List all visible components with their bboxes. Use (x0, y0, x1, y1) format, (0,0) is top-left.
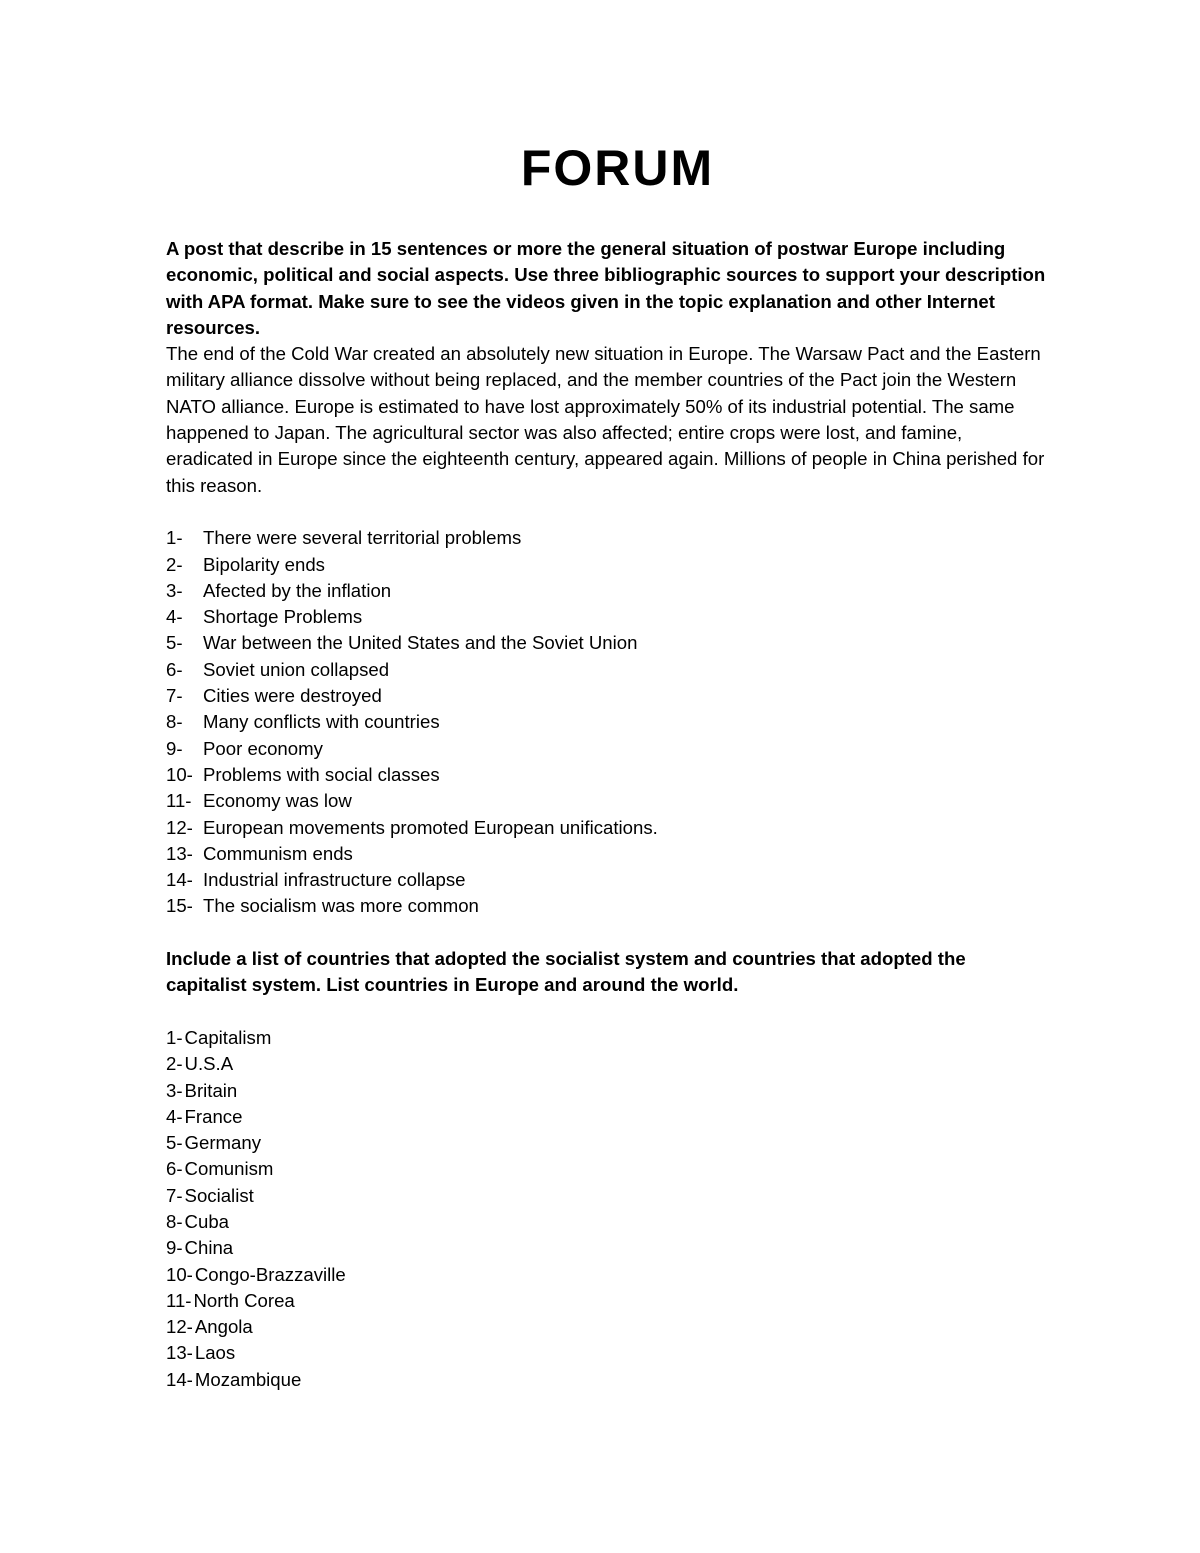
list-item (166, 525, 1046, 551)
list-item (166, 815, 1046, 841)
list-item-text: Communism ends (203, 842, 353, 864)
list-item-text: Germany (184, 1132, 262, 1154)
list-item-number: 9- (166, 1237, 183, 1259)
list-item-text: Cuba (184, 1210, 229, 1232)
list-item-number: 11- (166, 790, 192, 812)
list-item-text: U.S.A (184, 1053, 234, 1075)
list-item-number: 1- (166, 527, 183, 549)
list-item-number: 2- (166, 553, 183, 575)
list-item-text: Congo-Brazzaville (194, 1263, 346, 1285)
list-item (166, 867, 1046, 893)
body-paragraph: The end of the Cold War created an absolutely new situation in Europe. The Warsaw Pact and the Eastern military alliance dissolve without being replaced, and the member countries of the Pact join the Western NATO alliance. Europe is estimated to have lost approximately 50% of its industrial potential. The same happened to Japan. The agricultural sector was also affected; entire crops were lost, and famine, eradicated in Europe since the eighteenth century, appeared again. Millions of people in China perished for this reason. (166, 343, 1045, 496)
list-item-text: Comunism (184, 1158, 274, 1180)
postwar-situation-list (166, 525, 1046, 919)
list-item (166, 841, 1046, 867)
list-item (166, 630, 1046, 656)
list-item (166, 893, 1046, 919)
list-item-text: Mozambique (194, 1368, 302, 1390)
list-item-text: Bipolarity ends (203, 553, 325, 575)
list-item-text: Socialist (184, 1184, 254, 1206)
list-item (166, 1130, 1046, 1156)
list-item (166, 788, 1046, 814)
list-item-number: 9- (166, 737, 183, 759)
list-item-text: Britain (184, 1079, 238, 1101)
spacer (166, 499, 1046, 525)
list-item-text: Economy was low (203, 790, 352, 812)
list-item-number: 13- (166, 842, 193, 864)
list-item-text: Laos (194, 1342, 236, 1364)
list-item-text: Angola (194, 1316, 253, 1338)
list-item (166, 1051, 1046, 1077)
list-item-number: 14- (166, 1368, 193, 1390)
list-item-text: China (184, 1237, 234, 1259)
list-item-text: Soviet union collapsed (203, 658, 390, 680)
document-body (166, 236, 1046, 1393)
list-item (166, 1156, 1046, 1182)
list-item-number: 4- (166, 606, 183, 628)
list-item-text: Industrial infrastructure collapse (203, 869, 466, 891)
list-item (166, 1183, 1046, 1209)
list-item-text: France (184, 1105, 243, 1127)
list-item-number: 8- (166, 1210, 183, 1232)
list-item-number: 5- (166, 632, 183, 654)
list-item (166, 604, 1046, 630)
list-item-text: European movements promoted European unifications. (203, 816, 658, 838)
spacer (166, 920, 1046, 946)
prompt-2: Include a list of countries that adopted the socialist system and countries that adopted the capitalist system. List countries in Europe and around the world. (166, 948, 966, 996)
list-item-number: 10- (166, 1263, 193, 1285)
list-item-number: 3- (166, 579, 183, 601)
list-item-number: 6- (166, 1158, 183, 1180)
list-item (166, 1314, 1046, 1340)
list-item-text: Poor economy (203, 737, 323, 759)
list-item-number: 7- (166, 1184, 183, 1206)
list-item-text: Problems with social classes (203, 763, 440, 785)
list-item (166, 1209, 1046, 1235)
list-item-text: Cities were destroyed (203, 685, 382, 707)
list-item-text: Capitalism (184, 1026, 272, 1048)
list-item-number: 1- (166, 1026, 183, 1048)
list-item-number: 15- (166, 895, 193, 917)
list-item-text: North Corea (193, 1289, 295, 1311)
list-item-text: War between the United States and the Soviet Union (203, 632, 638, 654)
list-item-number: 14- (166, 869, 193, 891)
list-item-text: Many conflicts with countries (203, 711, 440, 733)
list-item-text: Afected by the inflation (203, 579, 392, 601)
list-item-text: Shortage Problems (203, 606, 363, 628)
list-item (166, 1235, 1046, 1261)
list-item-number: 6- (166, 658, 183, 680)
list-item-number: 7- (166, 685, 183, 707)
list-item-number: 4- (166, 1105, 183, 1127)
document-title: FORUM (520, 140, 715, 196)
list-item-number: 8- (166, 711, 183, 733)
list-item (166, 1104, 1046, 1130)
list-item (166, 1340, 1046, 1366)
countries-list (166, 1025, 1046, 1393)
list-item-number: 2- (166, 1053, 183, 1075)
list-item (166, 762, 1046, 788)
list-item (166, 709, 1046, 735)
list-item-number: 13- (166, 1342, 193, 1364)
list-item (166, 578, 1046, 604)
list-item (166, 657, 1046, 683)
list-item (166, 552, 1046, 578)
list-item (166, 1078, 1046, 1104)
list-item-number: 3- (166, 1079, 183, 1101)
list-item-number: 5- (166, 1132, 183, 1154)
list-item (166, 736, 1046, 762)
list-item (166, 683, 1046, 709)
list-item (166, 1288, 1046, 1314)
list-item (166, 1262, 1046, 1288)
spacer (166, 999, 1046, 1025)
list-item-number: 10- (166, 763, 193, 785)
list-item-number: 11- (166, 1289, 192, 1311)
list-item (166, 1367, 1046, 1393)
list-item-number: 12- (166, 1316, 193, 1338)
list-item-number: 12- (166, 816, 193, 838)
list-item-text: There were several territorial problems (203, 527, 522, 549)
list-item-text: The socialism was more common (203, 895, 479, 917)
list-item (166, 1025, 1046, 1051)
prompt-1: A post that describe in 15 sentences or more the general situation of postwar Europe including economic, political and social aspects. Use three bibliographic sources to support your description with APA format. Make sure to see the videos given in the topic explanation and other Internet resources. (166, 238, 1046, 338)
